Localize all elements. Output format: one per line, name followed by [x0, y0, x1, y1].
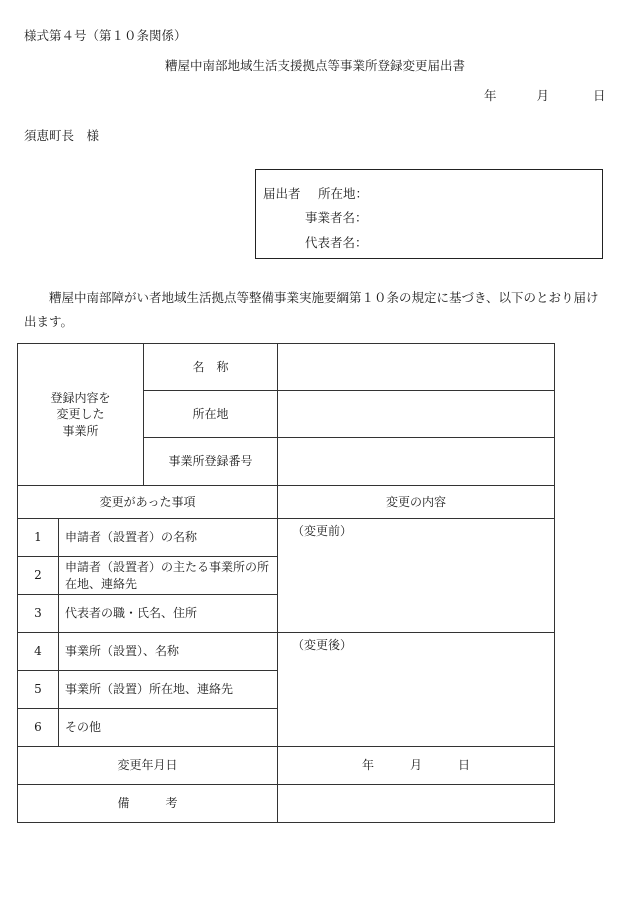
notifier-business-name-label: 事業者名： — [305, 210, 368, 225]
change-before-label: （変更前） — [292, 524, 353, 538]
item-label: 代表者の職・氏名、住所 — [59, 595, 278, 633]
item-label: その他 — [59, 709, 278, 747]
addressee: 須恵町長 様 — [24, 128, 100, 143]
remarks-field[interactable] — [278, 785, 555, 823]
submission-date — [484, 86, 606, 104]
item-number: 6 — [18, 709, 59, 747]
remarks-label: 備 考 — [18, 785, 278, 823]
item-label: 事業所（設置）、名称 — [59, 633, 278, 671]
body-text: 糟屋中南部障がい者地域生活拠点等整備事業実施要綱第１０条の規定に基づき、以下のとおり届け出ます。 — [24, 290, 599, 329]
facility-header-line1: 登録内容を — [50, 391, 111, 406]
facility-name-field[interactable] — [278, 344, 555, 391]
item-label: 申請者（設置者）の主たる事業所の所在地、連絡先 — [59, 557, 278, 595]
facility-address-label: 所在地 — [144, 391, 278, 438]
item-number: 1 — [18, 519, 59, 557]
date-year-label: 年 — [484, 88, 497, 103]
facility-header — [18, 344, 144, 486]
changed-items-header: 変更があった事項 — [18, 486, 278, 519]
notifier-box — [255, 169, 603, 259]
date-month-label: 月 — [536, 88, 550, 103]
facility-address-field[interactable] — [278, 391, 555, 438]
change-notification-table — [17, 343, 555, 823]
item-number: 4 — [18, 633, 59, 671]
change-content-header: 変更の内容 — [278, 486, 555, 519]
item-label: 申請者（設置者）の名称 — [59, 519, 278, 557]
change-date-field[interactable]: 年 月 日 — [278, 747, 555, 785]
item-number: 3 — [18, 595, 59, 633]
facility-registration-number-label: 事業所登録番号 — [144, 438, 278, 486]
notifier-representative-label: 代表者名： — [305, 235, 368, 250]
facility-header-line2: 変更した — [56, 407, 105, 422]
date-day-label: 日 — [593, 88, 606, 103]
form-number: 様式第４号（第１０条関係） — [24, 28, 187, 43]
document-title: 糟屋中南部地域生活支援拠点等事業所登録変更届出書 — [164, 58, 465, 73]
facility-header-line3: 事業所 — [62, 423, 99, 438]
item-number: 2 — [18, 557, 59, 595]
change-after-label: （変更後） — [292, 638, 353, 652]
item-number: 5 — [18, 671, 59, 709]
change-before-field[interactable] — [278, 519, 555, 633]
change-after-field[interactable] — [278, 633, 555, 747]
notifier-address-label: 所在地： — [318, 186, 369, 201]
change-date-label: 変更年月日 — [18, 747, 278, 785]
facility-name-label: 名 称 — [144, 344, 278, 391]
facility-registration-number-field[interactable] — [278, 438, 555, 486]
item-label: 事業所（設置）所在地、連絡先 — [59, 671, 278, 709]
notifier-label: 届出者 — [263, 186, 301, 201]
